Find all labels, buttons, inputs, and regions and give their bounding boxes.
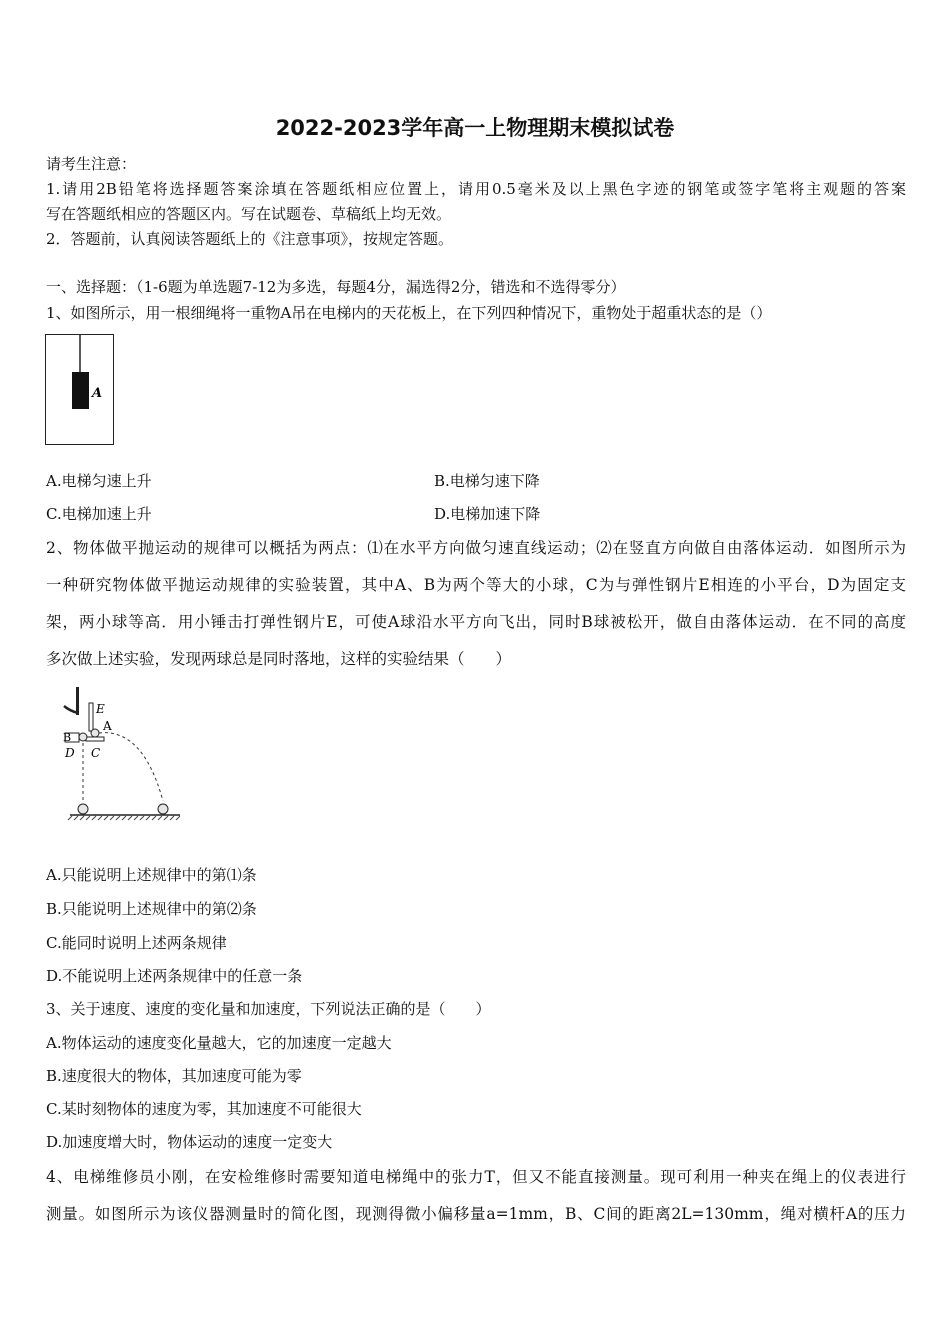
- notice-heading: 请考生注意：: [46, 155, 137, 173]
- ball-b: [79, 733, 87, 741]
- notice-line-3: 2．答题前，认真阅读答题纸上的《注意事项》，按规定答题。: [46, 230, 454, 248]
- label-c: C: [91, 746, 101, 760]
- q1-elevator-figure: [45, 334, 115, 446]
- label-d: D: [65, 746, 75, 760]
- q2-option-d: D.不能说明上述两条规律中的任意一条: [46, 967, 303, 985]
- q4-line-2: 测量。如图所示为该仪器测量时的简化图，现测得微小偏移量a=1mm，B、C间的距离2L=130mm，绳对横杆A的压力: [46, 1205, 906, 1223]
- notice-line-1: 1.请用2B铅笔将选择题答案涂填在答题纸相应位置上，请用0.5毫米及以上黑色字迹的钢笔或签字笔将主观题的答案: [46, 180, 906, 198]
- q2-projectile-figure: [58, 683, 188, 823]
- q1-option-d: D.电梯加速下降: [434, 505, 541, 523]
- q2-line-3: 架，两小球等高．用小锤击打弹性钢片E，可使A球沿水平方向飞出，同时B球被松开，做自由落体运动．在不同的高度: [46, 613, 906, 631]
- ball-b-landed: [78, 804, 88, 814]
- hammer-head: [64, 706, 78, 713]
- q2-option-c: C.能同时说明上述两条规律: [46, 934, 227, 952]
- hammer-handle: [76, 687, 79, 715]
- label-e: E: [96, 702, 105, 716]
- notice-line-2: 写在答题纸相应的答题区内。写在试题卷、草稿纸上均无效。: [46, 205, 452, 223]
- q2-line-2: 一种研究物体做平抛运动规律的实验装置，其中A、B为两个等大的小球，C为与弹性钢片E相连的小平台，D为固定支: [46, 576, 906, 594]
- page-title: 2022-2023学年高一上物理期末模拟试卷: [275, 116, 675, 140]
- label-b: B: [63, 731, 72, 744]
- q2-option-a: A.只能说明上述规律中的第⑴条: [46, 866, 257, 884]
- platform: [86, 737, 104, 741]
- ball-a-landed: [158, 804, 168, 814]
- q3-option-c: C.某时刻物体的速度为零，其加速度不可能很大: [46, 1100, 362, 1118]
- q3-option-d: D.加速度增大时，物体运动的速度一定变大: [46, 1133, 333, 1151]
- weight-block: [72, 372, 89, 409]
- q2-line-4: 多次做上述实验，发现两球总是同时落地，这样的实验结果（ ）: [46, 650, 512, 668]
- q1-option-b: B.电梯匀速下降: [434, 472, 540, 490]
- section-heading: 一、选择题：（1-6题为单选题7-12为多选，每题4分，漏选得2分，错选和不选得零分）: [46, 278, 626, 296]
- q2-line-1: 2、物体做平抛运动的规律可以概括为两点：⑴在水平方向做匀速直线运动；⑵在竖直方向做自由落体运动．如图所示为: [46, 539, 906, 557]
- q1-option-a: A.电梯匀速上升: [46, 472, 152, 490]
- q1-option-c: C.电梯加速上升: [46, 505, 152, 523]
- q1-stem: 1、如图所示，用一根细绳将一重物A吊在电梯内的天花板上，在下列四种情况下，重物处于超重状态的是（）: [46, 304, 772, 322]
- q3-option-b: B.速度很大的物体，其加速度可能为零: [46, 1067, 302, 1085]
- label-a: A: [103, 719, 112, 733]
- ball-a: [91, 729, 99, 737]
- q4-line-1: 4、电梯维修员小刚，在安检维修时需要知道电梯绳中的张力T，但又不能直接测量。现可利用一种夹在绳上的仪表进行: [46, 1168, 906, 1186]
- elastic-plate: [89, 703, 93, 731]
- q3-stem: 3、关于速度、速度的变化量和加速度，下列说法正确的是（ ）: [46, 1000, 491, 1018]
- q3-option-a: A.物体运动的速度变化量越大，它的加速度一定越大: [46, 1034, 392, 1052]
- projectile-path: [99, 733, 163, 801]
- ground-hatch: [68, 816, 180, 820]
- weight-label: A: [92, 386, 103, 401]
- q2-option-b: B.只能说明上述规律中的第⑵条: [46, 900, 257, 918]
